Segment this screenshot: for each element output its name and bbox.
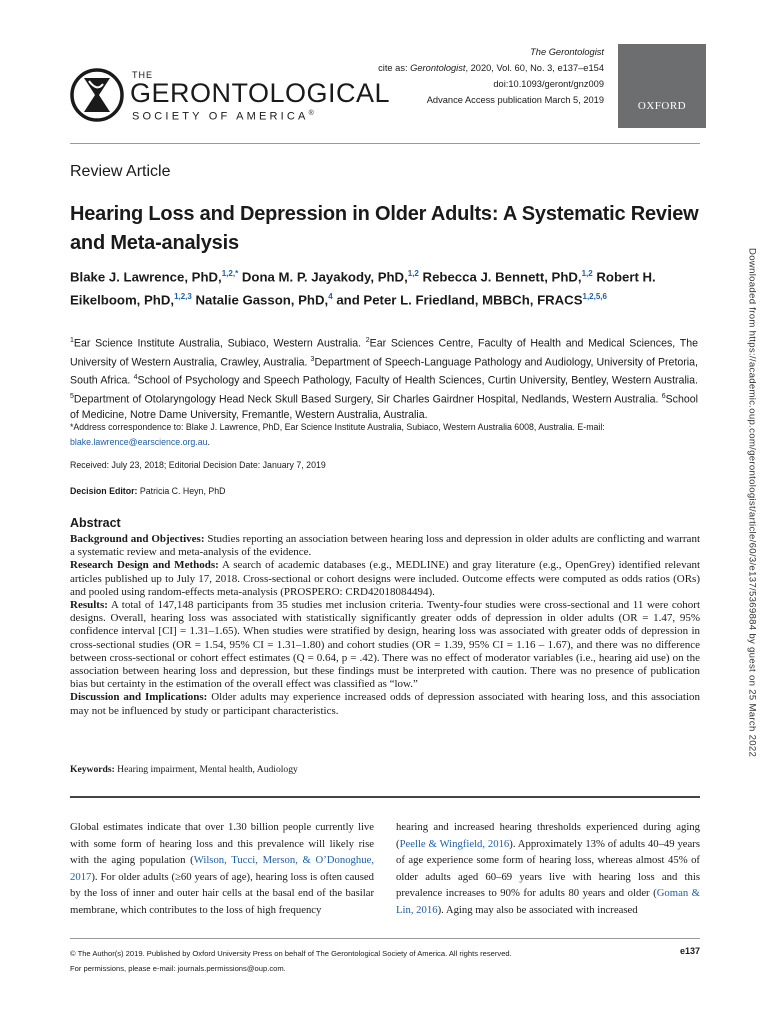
logo-name: GERONTOLOGICAL [130,78,391,108]
affiliation-text: School of Medicine, Notre Dame University, Fremantle, Western Australia, Australia. [70,393,698,422]
citation-link-peelle[interactable]: Peelle & Wingfield, 2016 [399,837,510,850]
download-watermark-text: Downloaded from https://academic.oup.com/gerontologist/article/60/3/e137/5369884 by guest on 25 March 2022 [746,248,758,758]
affiliation-number: 5 [70,392,74,400]
body-column-right: hearing and increased hearing thresholds experienced during aging (Peelle & Wingfield, 2016). Approximately 13% of adults 40–49 years of age experience some form of hearing loss, whereas almost 45% of older adults aged 60–69 years live with hearing loss and this prevalence increases to 90% for adults 80 years and older (Goman & Lin, 2016). Aging may also be associated with increased [396,821,700,916]
affiliation-number: 4 [133,374,138,382]
logo-the: THE [132,70,153,80]
author-affiliation-ref[interactable]: 4 [328,292,333,302]
body-column-left: Global estimates indicate that over 1.30 billion people currently live with some form of hearing loss and this prevalence will likely rise with the aging population (Wilson, Tucci, Merson, & O’Donoghue, 2017). For older adults (≥60 years of age), hearing loss is often caused by the loss of inner and outer hair cells at the basal end of the basilar membrane, which contributes to the loss of high frequency [70,821,374,916]
affiliation-number: 1 [70,337,74,344]
author-list [70,264,706,311]
abstract-divider [70,796,700,798]
abstract-section [70,691,700,717]
correspondence-email-link[interactable]: blake.lawrence@earscience.org.au [70,437,208,447]
citation-block [304,44,604,108]
abstract-section-text: A total of 147,148 participants from 35 studies met inclusion criteria. Twenty-four studies were cross-sectional and 11 were cohort designs. Overall, hearing loss was associated with statistically significantly greater odds of depression in older adults (OR = 1.47, 95% confidence interval [CI] = 1.31–1.65). When studies were stratified by design, hearing loss was associated with greater odds of depression in cross-sectional studies (OR = 1.54, 95% CI = 1.31–1.80) and cohort studies (OR = 1.39, 95% CI = 1.16 – 1.67), and there was no difference between cross-sectional or cohort effect estimates (Q = 0.64, p = .42). There was no effect of moderator variables (i.e., hearing aid use) on the association between hearing loss and depression, but these findings must be interpreted with caution. There was no presence of publication bias but certainty in the estimation of the overall effect was classified as “low.” [70,599,700,691]
author-name: Blake J. Lawrence, PhD, [70,269,222,285]
affiliation-number: 3 [310,355,315,363]
page-number: e137 [679,946,700,956]
cite-as: cite as: Gerontologist, 2020, Vol. 60, No. 3, e137–e154 [378,63,604,73]
advance-access: Advance Access publication March 5, 2019 [426,95,604,105]
affiliations [70,333,698,423]
copyright-line: © The Author(s) 2019. Published by Oxford University Press on behalf of The Gerontological Society of America. All rights reserved. [70,949,512,958]
abstract-section-text: A search of academic databases (e.g., MEDLINE) and gray literature (e.g., OpenGrey) identified relevant articles published up to July 17, 2018. Cross-sectional or cohort designs were included. Outcome effects were computed as odds ratios (ORs) and pooled using random-effects meta-analysis (PROSPERO: CRD42018084494). [70,559,701,598]
article-title: Hearing Loss and Depression in Older Adults: A Systematic Review and Meta-analysis [70,203,699,254]
download-watermark [745,248,759,768]
author-affiliation-ref[interactable]: 1,2,3 [174,292,192,302]
copyright-footer [70,946,610,976]
abstract-heading: Abstract [70,516,121,530]
affiliation-number: 6 [661,392,666,400]
doi[interactable]: doi:10.1093/geront/gnz009 [493,79,604,89]
abstract-section-label: Discussion and Implications: [70,691,208,704]
author-affiliation-ref[interactable]: 1,2,* [221,269,239,278]
author-affiliation-ref[interactable]: 1,2,5,6 [582,292,607,302]
citation-link-wilson[interactable]: Wilson, Tucci, Merson, & O’Donoghue, 2017 [70,854,374,883]
footer-divider [70,938,700,939]
logo-subtitle: SOCIETY OF AMERICA® [132,110,314,123]
author-name: Dona M. P. Jayakody, PhD, [241,269,408,285]
abstract-section-text: Studies reporting an association between hearing loss and depression in older adults are conflicting and warrant a systematic review and meta-analysis of the evidence. [70,533,700,559]
journal-name: The Gerontologist [530,47,604,57]
oxford-logo [618,44,706,128]
hourglass-logo-icon [70,66,124,124]
article-type: Review Article [70,163,171,180]
oxford-logo-text: OXFORD [637,100,687,112]
author-affiliation-ref[interactable]: 1,2 [581,269,593,278]
affiliation-text: Department of Otolaryngology Head Neck Skull Based Surgery, Sir Charles Gairdner Hospital, Nedlands, Western Australia. [73,393,662,406]
abstract-section-label: Research Design and Methods: [70,559,219,572]
author-affiliation-ref[interactable]: 1,2 [407,269,419,278]
abstract-section-label: Results: [70,599,108,612]
abstract-body [70,533,700,718]
author-name: and Peter L. Friedland, MBBCh, FRACS [336,292,583,308]
author-name: Robert H. Eikelboom, PhD, [70,269,656,308]
header-divider [70,143,700,144]
affiliation-number: 2 [365,337,370,344]
author-name: Rebecca J. Bennett, PhD, [422,269,582,285]
abstract-section-label: Background and Objectives: [70,533,205,545]
abstract-section [70,533,700,559]
received-dates: Received: July 23, 2018; Editorial Decision Date: January 7, 2019 [70,460,326,470]
correspondence: *Address correspondence to: Blake J. Lawrence, PhD, Ear Science Institute Australia, Subiaco, Western Australia 6008, Australia. E-mail: blake.lawrence@earscience.org.au. [70,422,605,447]
affiliation-text: Ear Sciences Centre, Faculty of Health and Medical Sciences, The University of Western Australia, Crawley, Australia. [70,337,698,369]
author-name: Natalie Gasson, PhD, [195,292,329,308]
citation-link-goman[interactable]: Goman & Lin, 2016 [396,887,700,916]
decision-editor: Decision Editor: Patricia C. Heyn, PhD [70,486,226,496]
affiliation-text: Department of Speech-Language Pathology and Audiology, University of Pretoria, South Africa. [70,356,698,387]
abstract-section [70,599,700,691]
abstract-section-text: Older adults may experience increased odds of depression associated with hearing loss, and this association may not be influenced by study or participant characteristics. [70,691,701,717]
permissions-line: For permissions, please e-mail: journals.permissions@oup.com. [70,964,286,973]
abstract-section [70,559,700,599]
affiliation-text: Ear Science Institute Australia, Subiaco, Western Australia. [73,337,366,350]
affiliation-text: School of Psychology and Speech Pathology, Faculty of Health Sciences, Curtin University, Bentley, Western Australia. [137,374,698,387]
keywords: Keywords: Hearing impairment, Mental health, Audiology [70,764,298,775]
